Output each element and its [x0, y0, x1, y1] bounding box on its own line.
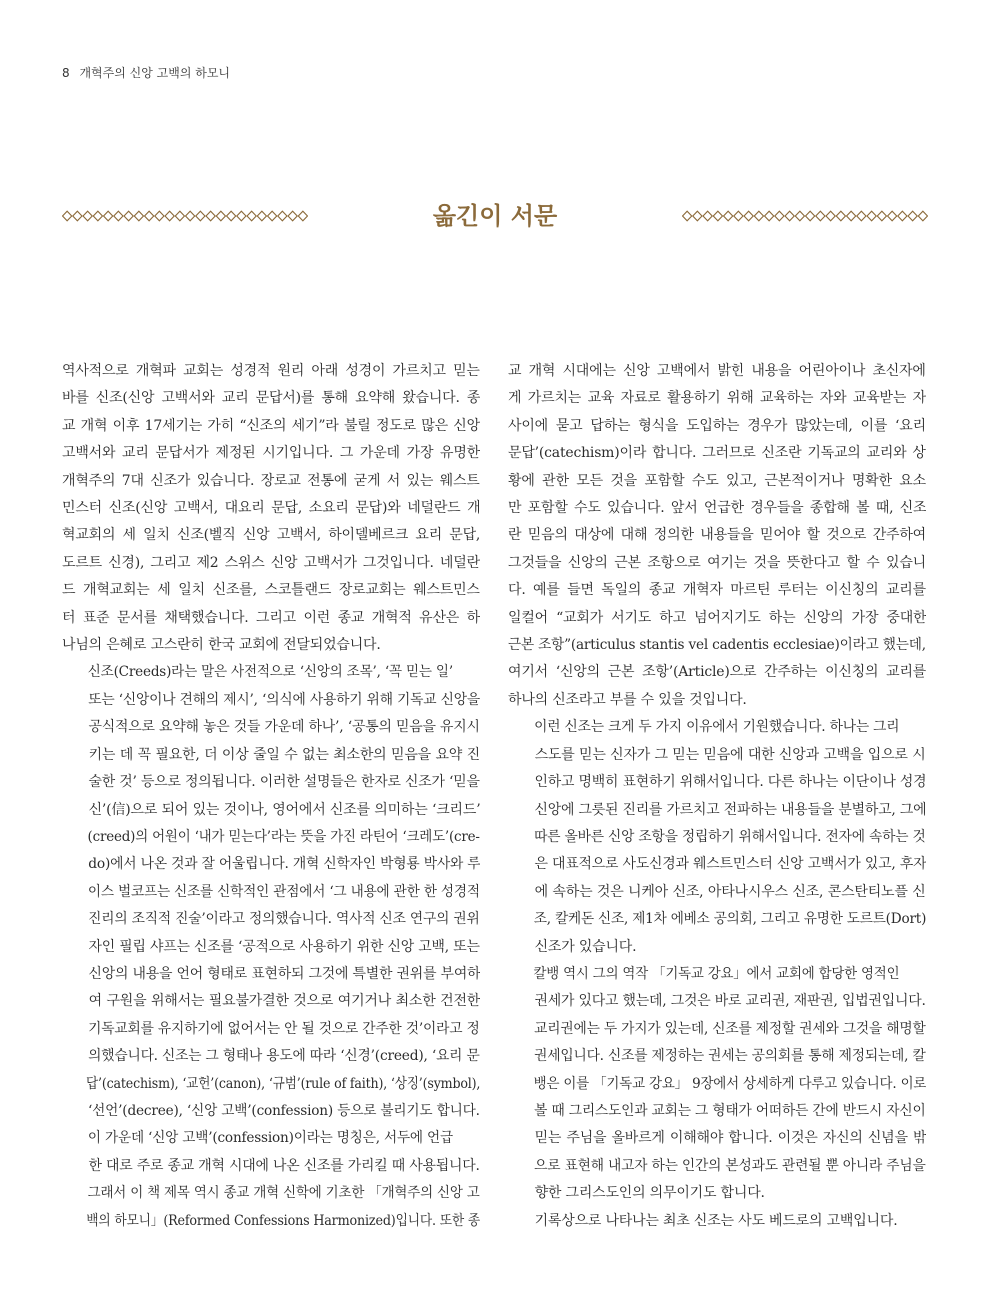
text-line: 터 표준 문서를 채택했습니다. 그리고 이런 종교 개혁적 유산은 하 [62, 609, 480, 626]
text-line: 여 구원을 위해서는 필요불가결한 것으로 여기거나 최소한 건전한 [88, 993, 480, 1010]
text-line: 드 개혁교회는 세 일치 신조를, 스코틀랜드 장로교회는 웨스트민스 [62, 582, 480, 599]
text-line: 란 믿음의 대상에 대해 정의한 내용들을 믿어야 할 것으로 간주하여 [508, 527, 926, 544]
diamond-mark [908, 211, 917, 221]
text-line: ‘선언’(decree), ‘신앙 고백’(confession) 등으로 불리기도 합니다. [87, 1102, 480, 1119]
text-line: 스도를 믿는 신자가 그 믿는 믿음에 대한 신앙과 고백을 입으로 시 [534, 746, 926, 763]
diamond-mark [888, 211, 897, 221]
text-line: 기독교회를 유지하기에 없어서는 안 될 것으로 간주한 것’이라고 정 [88, 1020, 480, 1037]
diamond-ornament-right [682, 209, 928, 223]
text-line: 바를 신조(신앙 고백서와 교리 문답서)를 통해 요약해 왔습니다. 종 [62, 390, 480, 407]
text-line: 게 가르치는 교육 자료로 활용하기 위해 교육하는 자와 교육받는 자 [508, 390, 926, 407]
text-line: (creed)의 어원이 ‘내가 믿는다’라는 뜻을 가진 라틴어 ‘크레도’(cre- [87, 828, 480, 845]
text-line: 믿는 주님을 올바르게 이해해야 합니다. 이것은 자신의 신념을 밖 [534, 1130, 926, 1147]
text-line: 또는 ‘신앙이나 견해의 제시’, ‘의식에 사용하기 위해 기독교 신앙을 [88, 691, 480, 708]
text-line: 이스 벌코프는 신조를 신학적인 관점에서 ‘그 내용에 관한 한 성경적 [87, 883, 480, 900]
text-line: 칼뱅 역시 그의 역작 「기독교 강요」에서 교회에 합당한 영적인 [533, 965, 900, 982]
text-line: 다. 예를 들면 독일의 종교 개혁자 마르틴 루터는 이신칭의 교리를 [508, 582, 926, 599]
paragraph [62, 659, 480, 1125]
diamond-mark [836, 211, 845, 221]
text-line: 그래서 이 책 제목 역시 종교 개혁 신학에 기초한 「개혁주의 신앙 고 [87, 1185, 480, 1202]
diamond-mark [795, 211, 804, 221]
text-line: 신앙에 그릇된 진리를 가르치고 전파하는 내용들을 분별하고, 그에 [534, 801, 926, 818]
text-line: 그것들을 신앙의 근본 조항으로 여기는 것을 뜻한다고 할 수 있습니 [508, 554, 926, 571]
text-line: 자인 필립 샤프는 신조를 ‘공적으로 사용하기 위한 신앙 고백, 또는 [88, 938, 480, 955]
text-line: 사이에 묻고 답하는 형식을 도입하는 경우가 많았는데, 이를 ‘요리 [508, 417, 926, 434]
diamond-mark [877, 211, 886, 221]
text-line: 개혁주의 7대 신조가 있습니다. 장로교 전통에 굳게 서 있는 웨스트 [62, 472, 480, 489]
paragraph [62, 358, 480, 659]
text-line: 기록상으로 나타나는 최초 신조는 사도 베드로의 고백입니다. [534, 1212, 898, 1229]
diamond-mark [765, 211, 774, 221]
text-line: 민스터 신조(신앙 고백서, 대요리 문답, 소요리 문답)와 네덜란드 개 [62, 500, 480, 517]
text-line: 인하고 명백히 표현하기 위해서입니다. 다른 하나는 이단이나 성경 [534, 774, 926, 791]
text-line: 이 가운데 ‘신앙 고백’(confession)이라는 명칭은, 서두에 언급 [87, 1130, 453, 1147]
diamond-mark [683, 211, 692, 221]
diamond-mark [826, 211, 835, 221]
text-line: 권세입니다. 신조를 제정하는 권세는 공의회를 통해 제정되는데, 칼 [534, 1048, 926, 1065]
text-line: 신조가 있습니다. [534, 938, 637, 955]
text-line: 교리권에는 두 가지가 있는데, 신조를 제정할 권세와 그것을 해명할 [534, 1020, 926, 1037]
right-column [508, 358, 926, 1235]
text-line: 에 속하는 것은 니케아 신조, 아타나시우스 신조, 콘스탄티노플 신 [534, 883, 926, 900]
text-line: 진리의 조직적 진술’이라고 정의했습니다. 역사적 신조 연구의 권위 [88, 911, 480, 928]
text-line: do)에서 나온 것과 잘 어울립니다. 개혁 신학자인 박형룡 박사와 루 [88, 856, 480, 873]
paragraph [508, 1208, 926, 1235]
text-line: 조, 칼케돈 신조, 제1차 에베소 공의회, 그리고 유명한 도르트(Dort) [533, 911, 926, 928]
text-line: 이런 신조는 크게 두 가지 이유에서 기원했습니다. 하나는 그리 [534, 719, 900, 736]
text-line: 도르트 신경), 그리고 제2 스위스 신앙 고백서가 그것입니다. 네덜란 [62, 554, 480, 571]
text-line: 신앙의 내용을 언어 형태로 표현하되 그것에 특별한 권위를 부여하 [88, 965, 480, 982]
diamond-mark [703, 211, 712, 221]
text-line: 교 개혁 이후 17세기는 가히 “신조의 세기”라 불릴 정도로 많은 신앙 [62, 417, 480, 434]
text-line: 백의 하모니」(Reformed Confessions Harmonized)입니다. 또한 종 [86, 1212, 480, 1229]
text-line: 의했습니다. 신조는 그 형태나 용도에 따라 ‘신경’(creed), ‘요리 문 [88, 1048, 480, 1065]
running-header [62, 64, 230, 81]
diamond-mark [724, 211, 733, 221]
text-line: 하나의 신조라고 부를 수 있을 것입니다. [508, 691, 747, 708]
text-line: 문답’(catechism)이라 합니다. 그러므로 신조란 기독교의 교리와 상 [508, 445, 926, 462]
diamond-mark [775, 211, 784, 221]
diamond-mark [713, 211, 722, 221]
diamond-mark [806, 211, 815, 221]
diamond-mark [847, 211, 856, 221]
section-title: 옮긴이 서문 [432, 202, 558, 230]
text-line: 향한 그리스도인의 의무이기도 합니다. [534, 1185, 765, 1202]
diamond-mark [693, 211, 702, 221]
paragraph [508, 961, 926, 1208]
text-line: 신’(信)으로 되어 있는 것이나, 영어에서 신조를 의미하는 ‘크리드’ [88, 801, 480, 818]
text-line: 한 대로 주로 종교 개혁 시대에 나온 신조를 가리킬 때 사용됩니다. [88, 1157, 480, 1174]
diamond-mark [816, 211, 825, 221]
text-line: 답’(catechism), ‘교헌’(canon), ‘규범’(rule of faith), ‘상징’(symbol), [86, 1075, 480, 1092]
text-line: 나님의 은혜로 고스란히 한국 교회에 전달되었습니다. [62, 637, 381, 654]
paragraph [508, 358, 926, 714]
text-line: 따른 올바른 신앙 조항을 정립하기 위해서입니다. 전자에 속하는 것 [534, 828, 926, 845]
text-line: 으로 표현해 내고자 하는 인간의 본성과도 관련될 뿐 아니라 주님을 [534, 1157, 926, 1174]
diamond-mark [867, 211, 876, 221]
section-title-row [62, 196, 928, 236]
paragraph [508, 714, 926, 961]
text-line: 권세가 있다고 했는데, 그것은 바로 교리권, 재판권, 입법권입니다. [534, 993, 926, 1010]
text-line: 혁교회의 세 일치 신조(벨직 신앙 고백서, 하이델베르크 요리 문답, [62, 527, 480, 544]
text-line: 키는 데 꼭 필요한, 더 이상 줄일 수 없는 최소한의 믿음을 요약 진 [88, 746, 480, 763]
page-number: 8 [62, 66, 70, 80]
text-line: 만 포함할 수도 있습니다. 앞서 언급한 경우들을 종합해 볼 때, 신조 [508, 500, 926, 517]
text-line: 술한 것’ 등으로 정의됩니다. 이러한 설명들은 한자로 신조가 ‘믿을 [88, 774, 480, 791]
diamond-mark [754, 211, 763, 221]
text-line: 황에 관한 모든 것을 포함할 수도 있고, 근본적이거나 명확한 요소 [508, 472, 926, 489]
text-line: 교 개혁 시대에는 신앙 고백에서 밝힌 내용을 어린아이나 초신자에 [508, 363, 926, 379]
text-line: 은 대표적으로 사도신경과 웨스트민스터 신앙 고백서가 있고, 후자 [534, 856, 926, 873]
text-line: 볼 때 그리스도인과 교회는 그 형태가 어떠하든 간에 반드시 자신이 [534, 1102, 926, 1119]
left-column [62, 358, 480, 1235]
text-line: 고백서와 교리 문답서가 제정된 시기입니다. 그 가운데 가장 유명한 [62, 445, 480, 462]
text-line: 역사적으로 개혁파 교회는 성경적 원리 아래 성경이 가르치고 믿는 [62, 363, 480, 379]
text-line: 신조(Creeds)라는 말은 사전적으로 ‘신앙의 조목’, ‘꼭 믿는 일’ [87, 664, 453, 681]
text-line: 뱅은 이를 「기독교 강요」 9장에서 상세하게 다루고 있습니다. 이로 [533, 1075, 926, 1092]
running-title: 개혁주의 신앙 고백의 하모니 [79, 66, 231, 80]
diamond-mark [785, 211, 794, 221]
diamond-mark [918, 211, 927, 221]
diamond-mark [898, 211, 907, 221]
diamond-mark [744, 211, 753, 221]
text-line: 근본 조항”(articulus stantis vel cadentis ecclesiae)이라고 했는데, [508, 637, 926, 654]
paragraph [62, 1125, 480, 1235]
text-line: 공식적으로 요약해 놓은 것들 가운데 하나’, ‘공통의 믿음을 유지시 [88, 719, 480, 736]
text-line: 일컬어 “교회가 서기도 하고 넘어지기도 하는 신앙의 가장 중대한 [508, 609, 926, 626]
diamond-mark [734, 211, 743, 221]
text-line: 여기서 ‘신앙의 근본 조항’(Article)으로 간주하는 이신칭의 교리를 [508, 664, 926, 681]
diamond-mark [857, 211, 866, 221]
